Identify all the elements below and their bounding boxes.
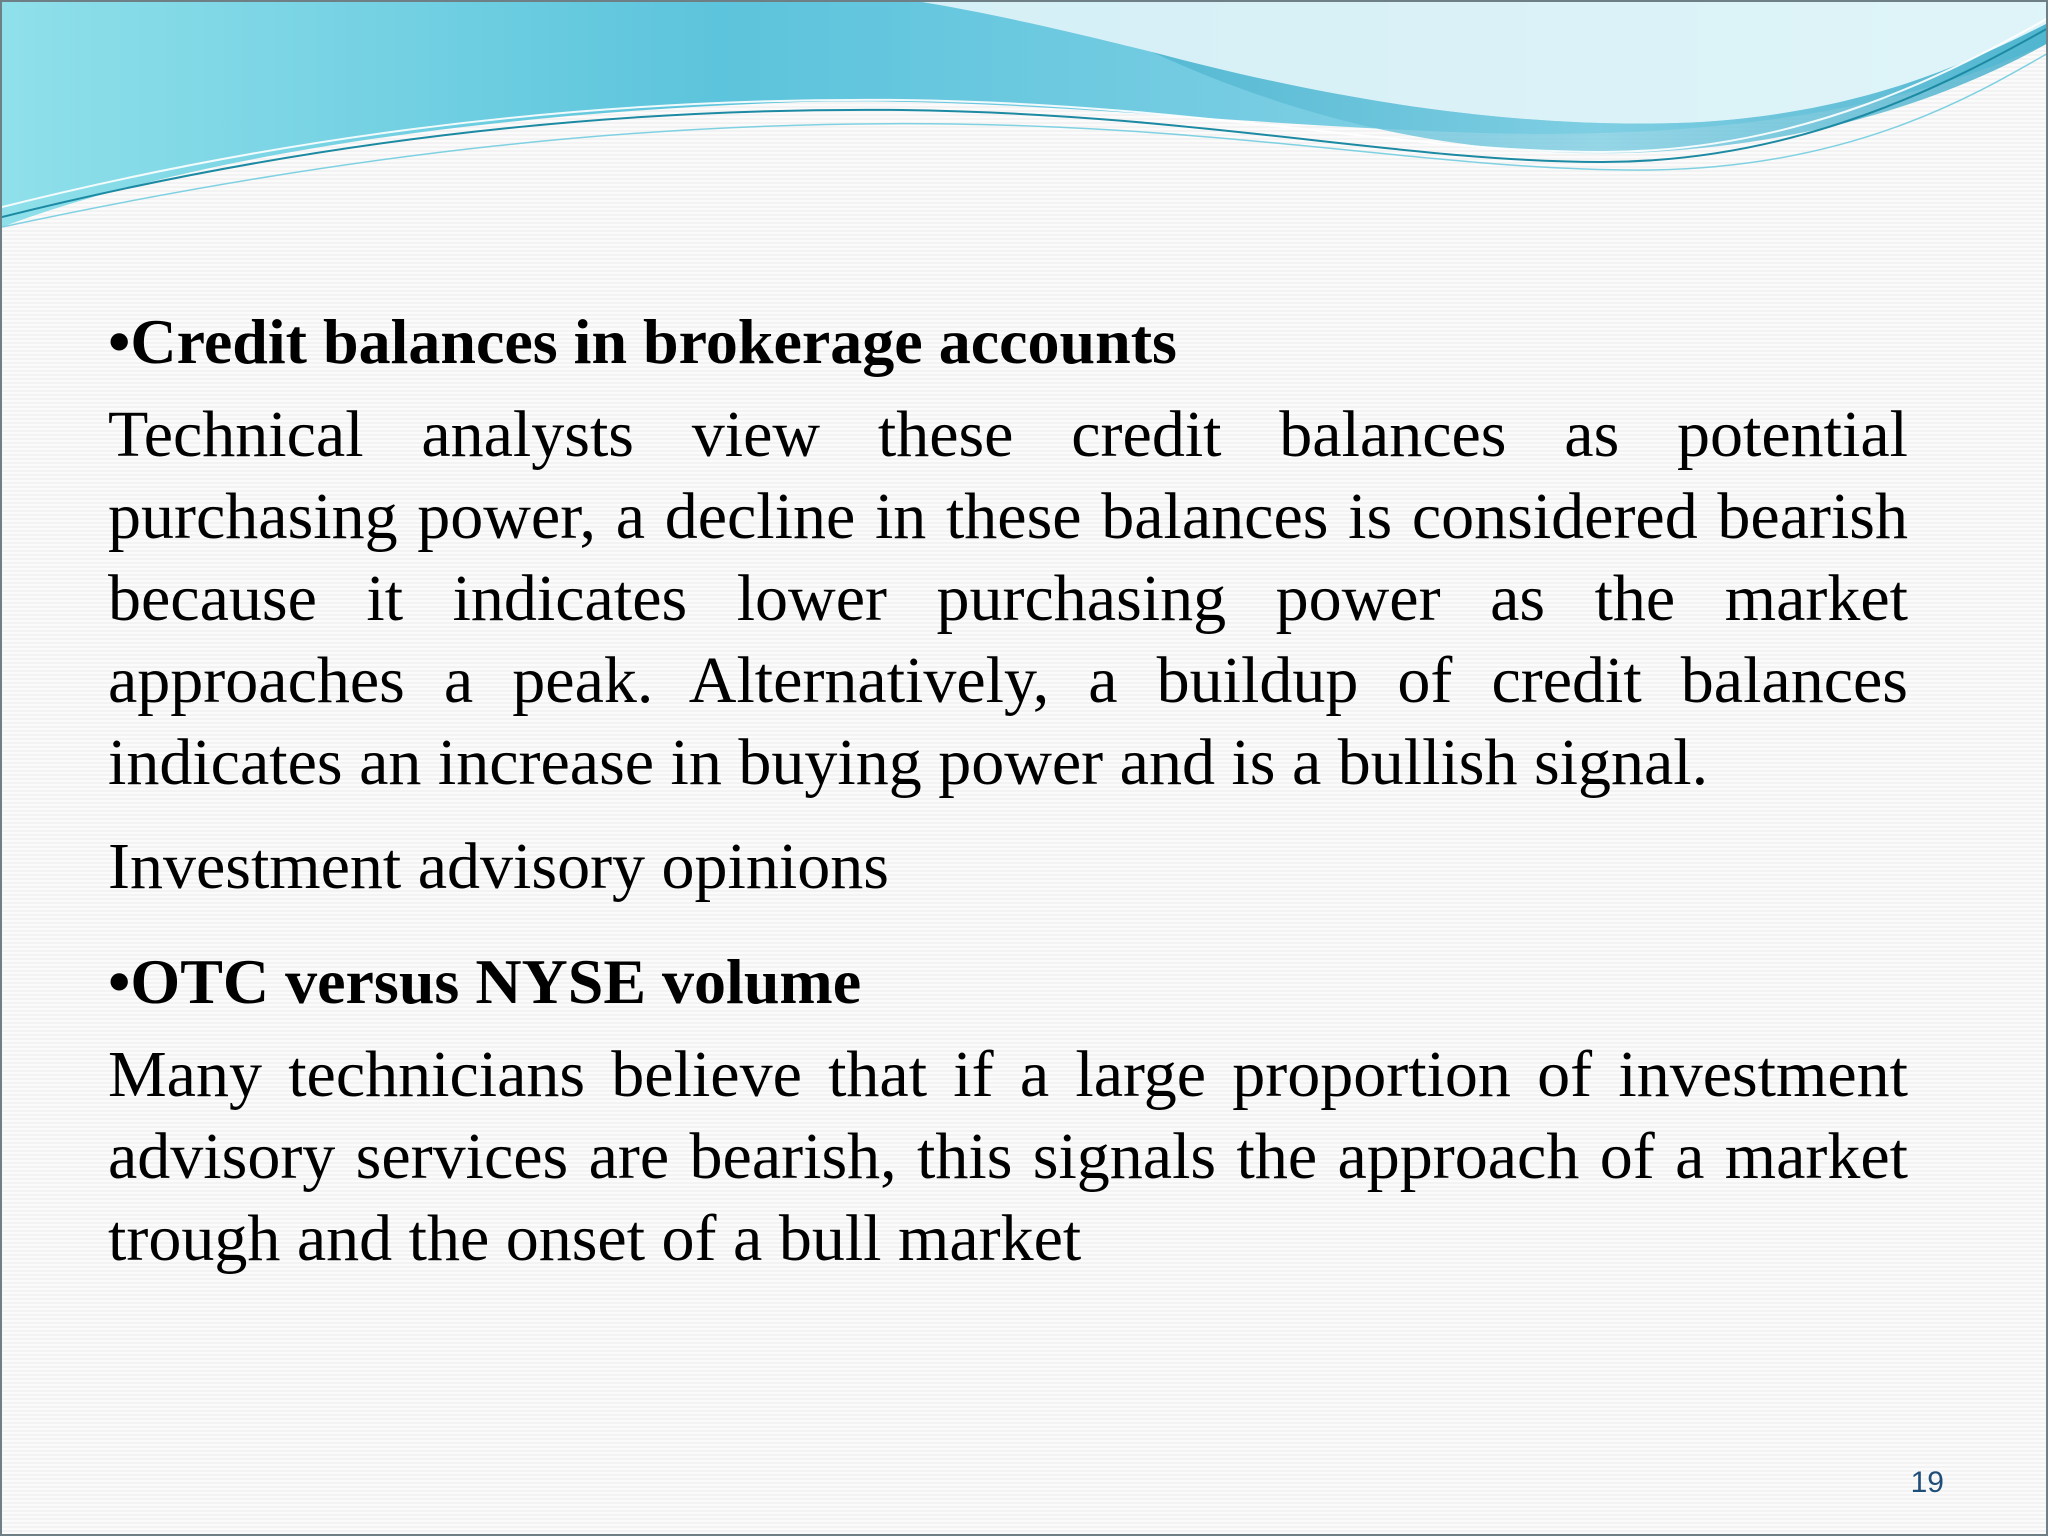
slide-content <box>108 302 1908 1302</box>
line-investment-advisory-opinions: Investment advisory opinions <box>108 830 889 903</box>
page-number: 19 <box>1910 1466 1944 1499</box>
header-wave-decoration <box>2 2 2048 242</box>
section-heading-credit-balances: •Credit balances in brokerage accounts <box>108 306 1177 377</box>
paragraph-otc-vs-nyse: Many technicians believe that if a large proportion of investment advisory services are bearish, this signals the approach of a market trough and the onset of a bull market <box>108 1038 1908 1275</box>
paragraph-credit-balances: Technical analysts view these credit balances as potential purchasing power, a decline in these balances is considered bearish because it indicates lower purchasing power as the market approaches a peak. Alternatively, a buildup of credit balances indicates an increase in buying power and is a bullish signal. <box>108 398 1908 799</box>
section-heading-otc-vs-nyse: •OTC versus NYSE volume <box>108 946 862 1017</box>
